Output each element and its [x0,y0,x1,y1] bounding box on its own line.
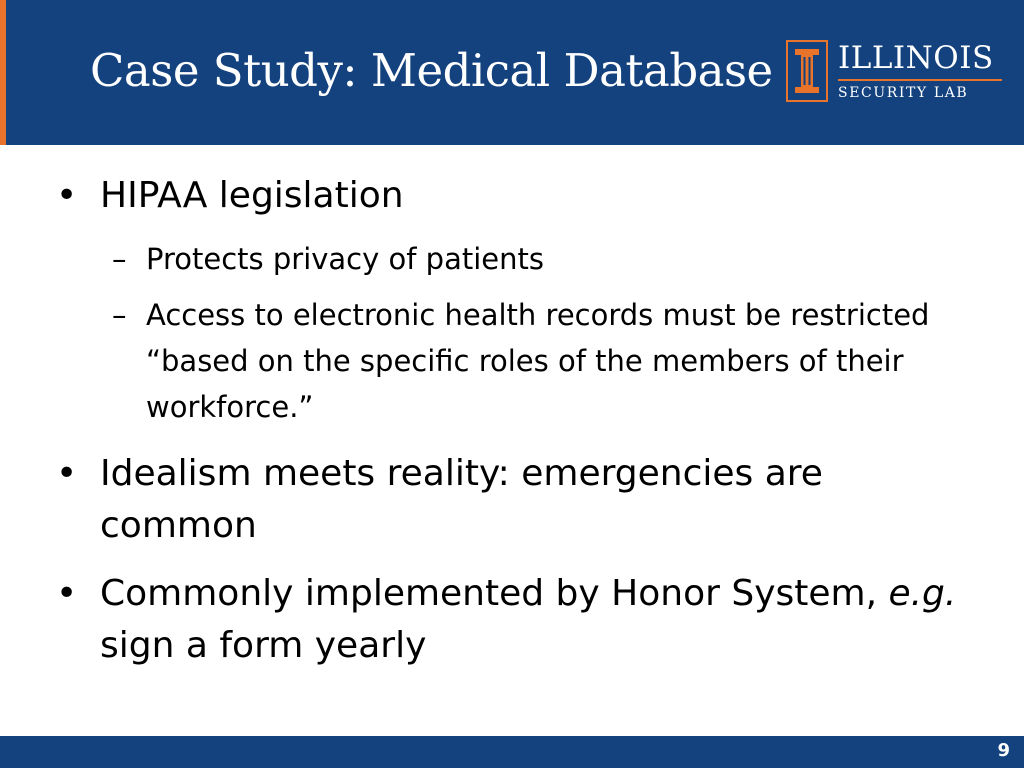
bullet-hipaa [56,170,980,222]
sub-bullet-text: Access to electronic health records must be restricted “based on the specific roles of the members of their workforce.” [146,298,930,424]
slide-title: Case Study: Medical Database [90,44,773,97]
bullet-text-part1: Commonly implemented by Honor System, [100,573,889,614]
illinois-security-lab-logo [786,40,1006,106]
logo-name: ILLINOIS [838,40,994,76]
bullet-dot: • [56,175,78,216]
bullet-dash: – [112,242,127,276]
bullet-text-part2: sign a form yearly [100,625,427,666]
logo-divider [838,79,1002,81]
sub-bullet-privacy [112,236,986,282]
bullet-honor-system [56,568,980,672]
sub-bullet-access [112,292,986,430]
page-number: 9 [997,740,1010,761]
logo-subtitle: SECURITY LAB [838,85,969,101]
column-icon [786,40,828,102]
bullet-dot: • [56,453,78,494]
bullet-dash: – [112,298,127,332]
bullet-text-italic: e.g. [888,573,957,614]
accent-stripe [0,0,6,145]
bullet-text: Idealism meets reality: emergencies are common [100,453,823,546]
footer-bar [0,736,1024,768]
sub-bullet-text: Protects privacy of patients [146,242,544,276]
title-bar [0,0,1024,145]
bullet-text: HIPAA legislation [100,175,404,216]
bullet-idealism [56,448,980,552]
bullet-dot: • [56,573,78,614]
